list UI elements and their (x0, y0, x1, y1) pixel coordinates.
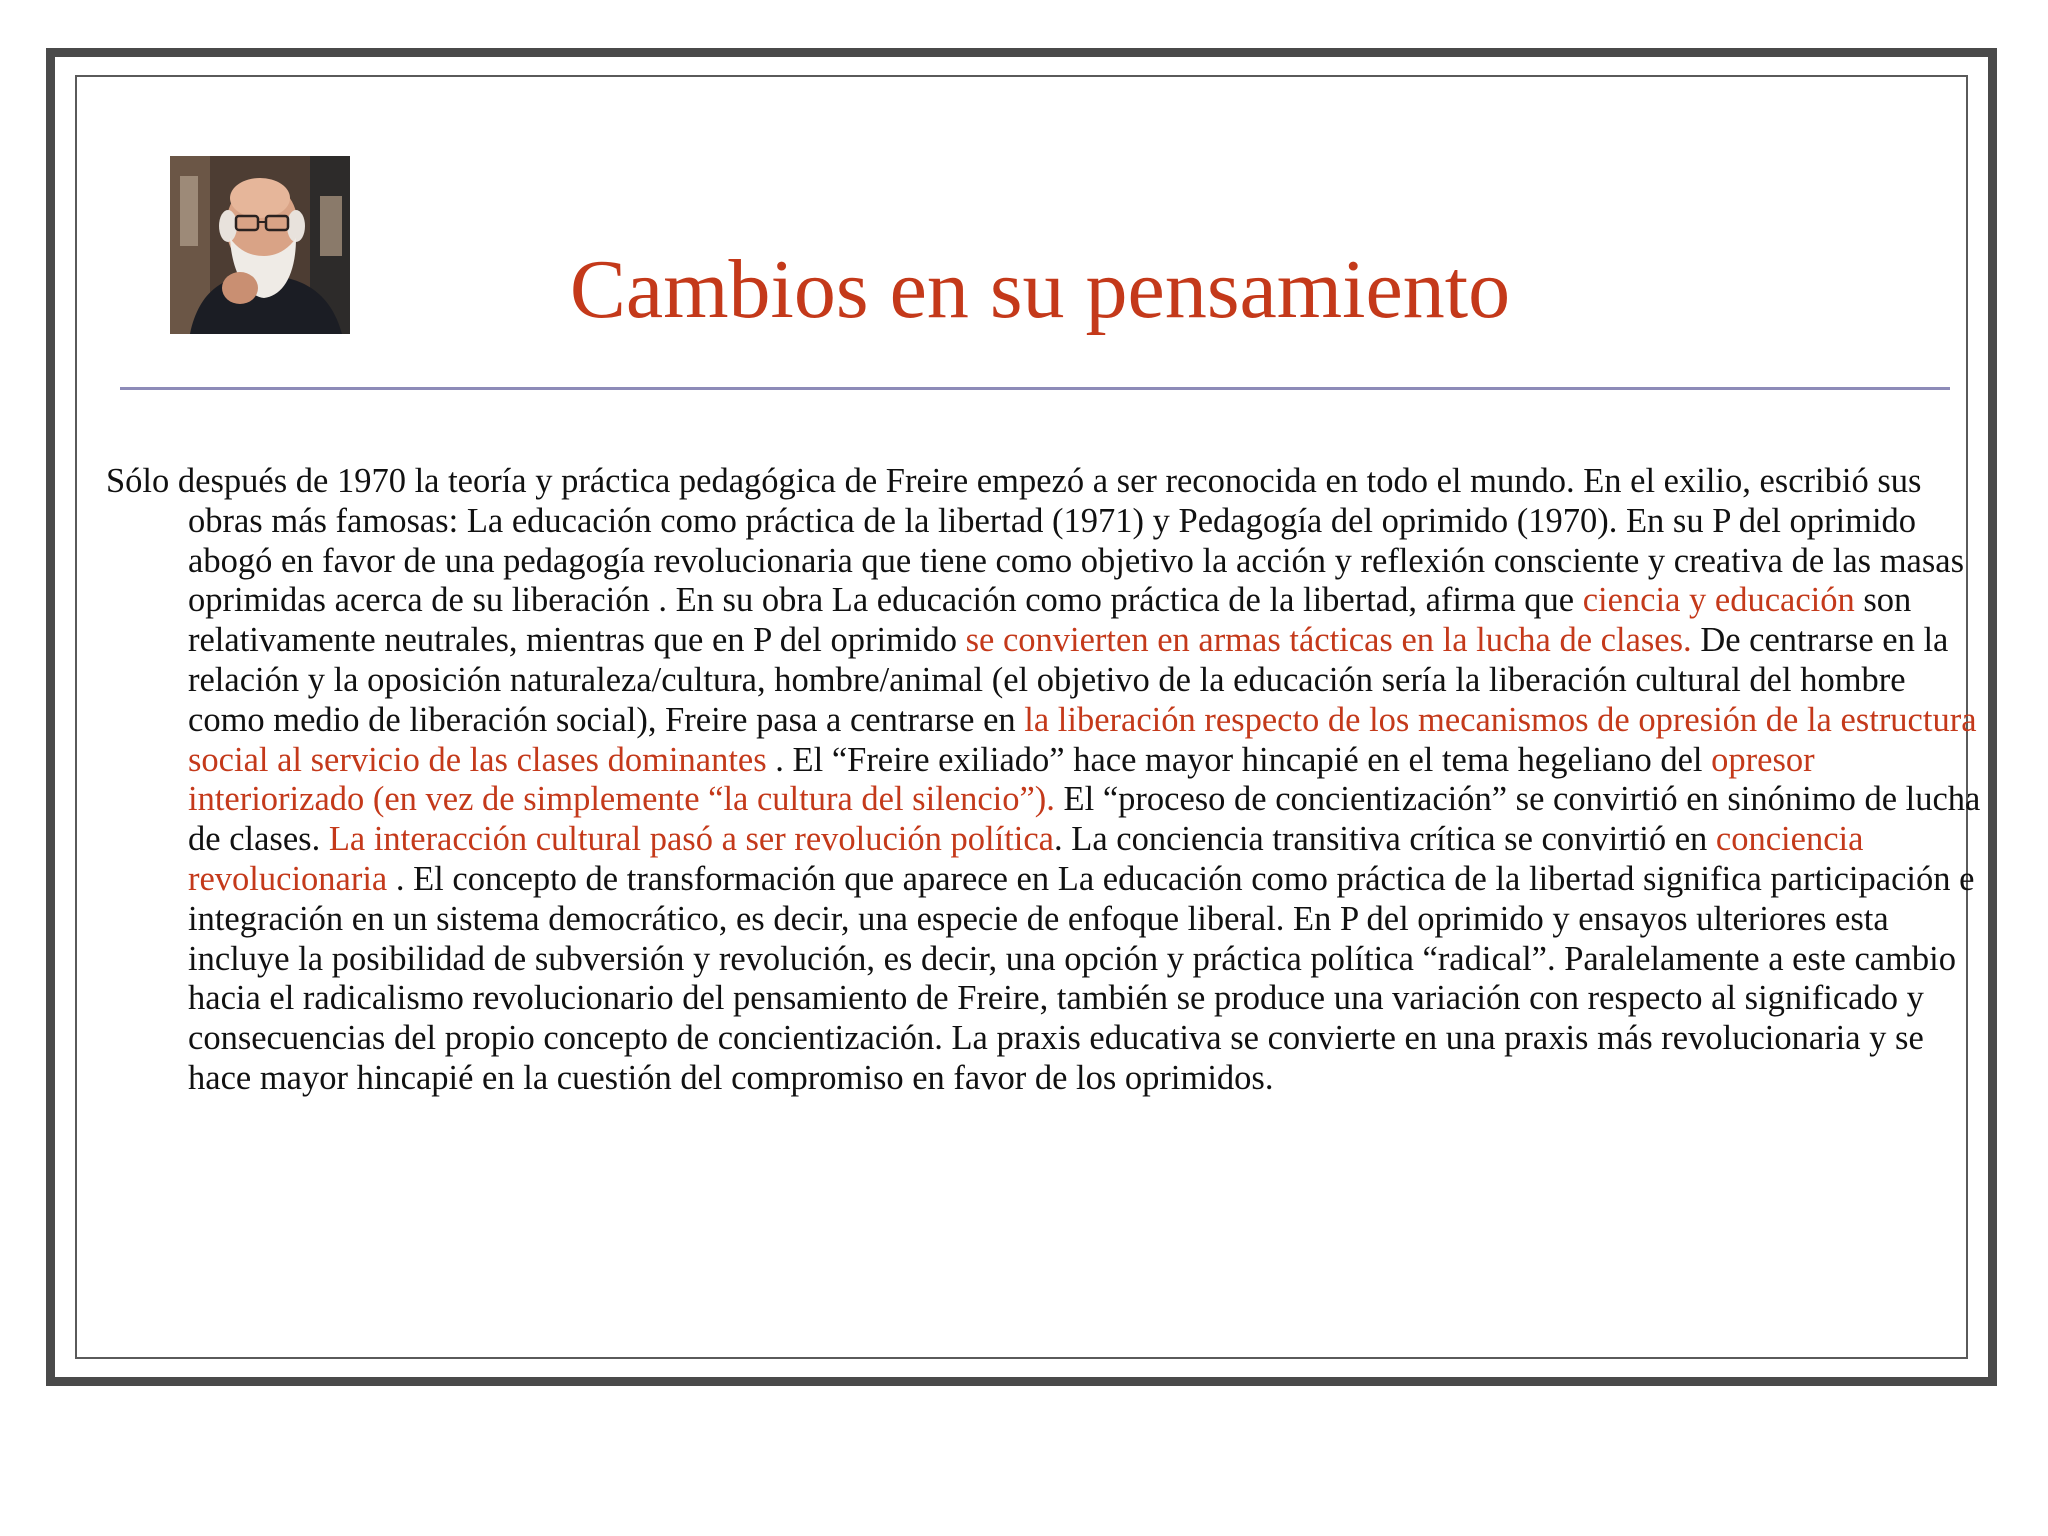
highlighted-phrase: conciencia revolucionaria (188, 820, 1864, 898)
body-text-segment: El “proceso de concientización” se convirtió en sinónimo de lucha de clases. (188, 780, 1981, 859)
body-text-segment: . La conciencia transitiva crítica se convirtió en (1054, 820, 1716, 859)
body-text-segment: . El “Freire exiliado” hace mayor hincapié en el tema hegeliano del (766, 740, 1712, 779)
body-text-segment: De centrarse en la relación y la oposición naturaleza/cultura, hombre/animal (el objetivo de la educación sería la liberación cultural del hombre como medio de liberación social), Freire pasa a centrarse en (188, 621, 1949, 739)
highlighted-phrase: ciencia y educación (1582, 581, 1855, 620)
body-text-segment: son relativamente neutrales, mientras que en P del oprimido (188, 581, 1912, 660)
body-paragraph (106, 462, 1986, 1099)
portrait-photo (170, 156, 350, 334)
title-divider (120, 387, 1950, 390)
body-text-segment: . El concepto de transformación que aparece en La educación como práctica de la libertad significa participación e integración en un sistema democrático, es decir, una especie de enfoque liberal. En P del oprimido y ensayos ulteriores esta incluye la posibilidad de subversión y revolución, es decir, una opción y práctica política “radical”. Paralelamente a este cambio hacia el radicalismo revolucionario del pensamiento de Freire, también se produce una variación con respecto al significado y consecuencias del propio concepto de concientización. La praxis educativa se convierte en una praxis más revolucionaria y se hace mayor hincapié en la cuestión del compromiso en favor de los oprimidos. (188, 859, 1975, 1097)
highlighted-phrase: opresor interiorizado (en vez de simplemente “la cultura del silencio”). (188, 740, 1815, 819)
highlighted-phrase: la liberación respecto de los mecanismos de opresión de la estructura social al servicio de las clases dominantes (188, 700, 1977, 779)
highlighted-phrase: se convierten en armas tácticas en la lucha de clases. (965, 621, 1692, 660)
highlighted-phrase: La interacción cultural pasó a ser revolución política (328, 820, 1054, 859)
slide-title: Cambios en su pensamiento (569, 243, 1511, 336)
body-text-segment: Sólo después de 1970 la teoría y práctica pedagógica de Freire empezó a ser reconocida en todo el mundo. En el exilio, escribió sus obras más famosas: La educación como práctica de la libertad (1971) y Pedagogía del oprimido (1970). En su P del oprimido abogó en favor de una pedagogía revolucionaria que tiene como objetivo la acción y reflexión consciente y creativa de las masas oprimidas acerca de su liberación . En su obra La educación como práctica de la libertad, afirma que (106, 462, 1965, 620)
